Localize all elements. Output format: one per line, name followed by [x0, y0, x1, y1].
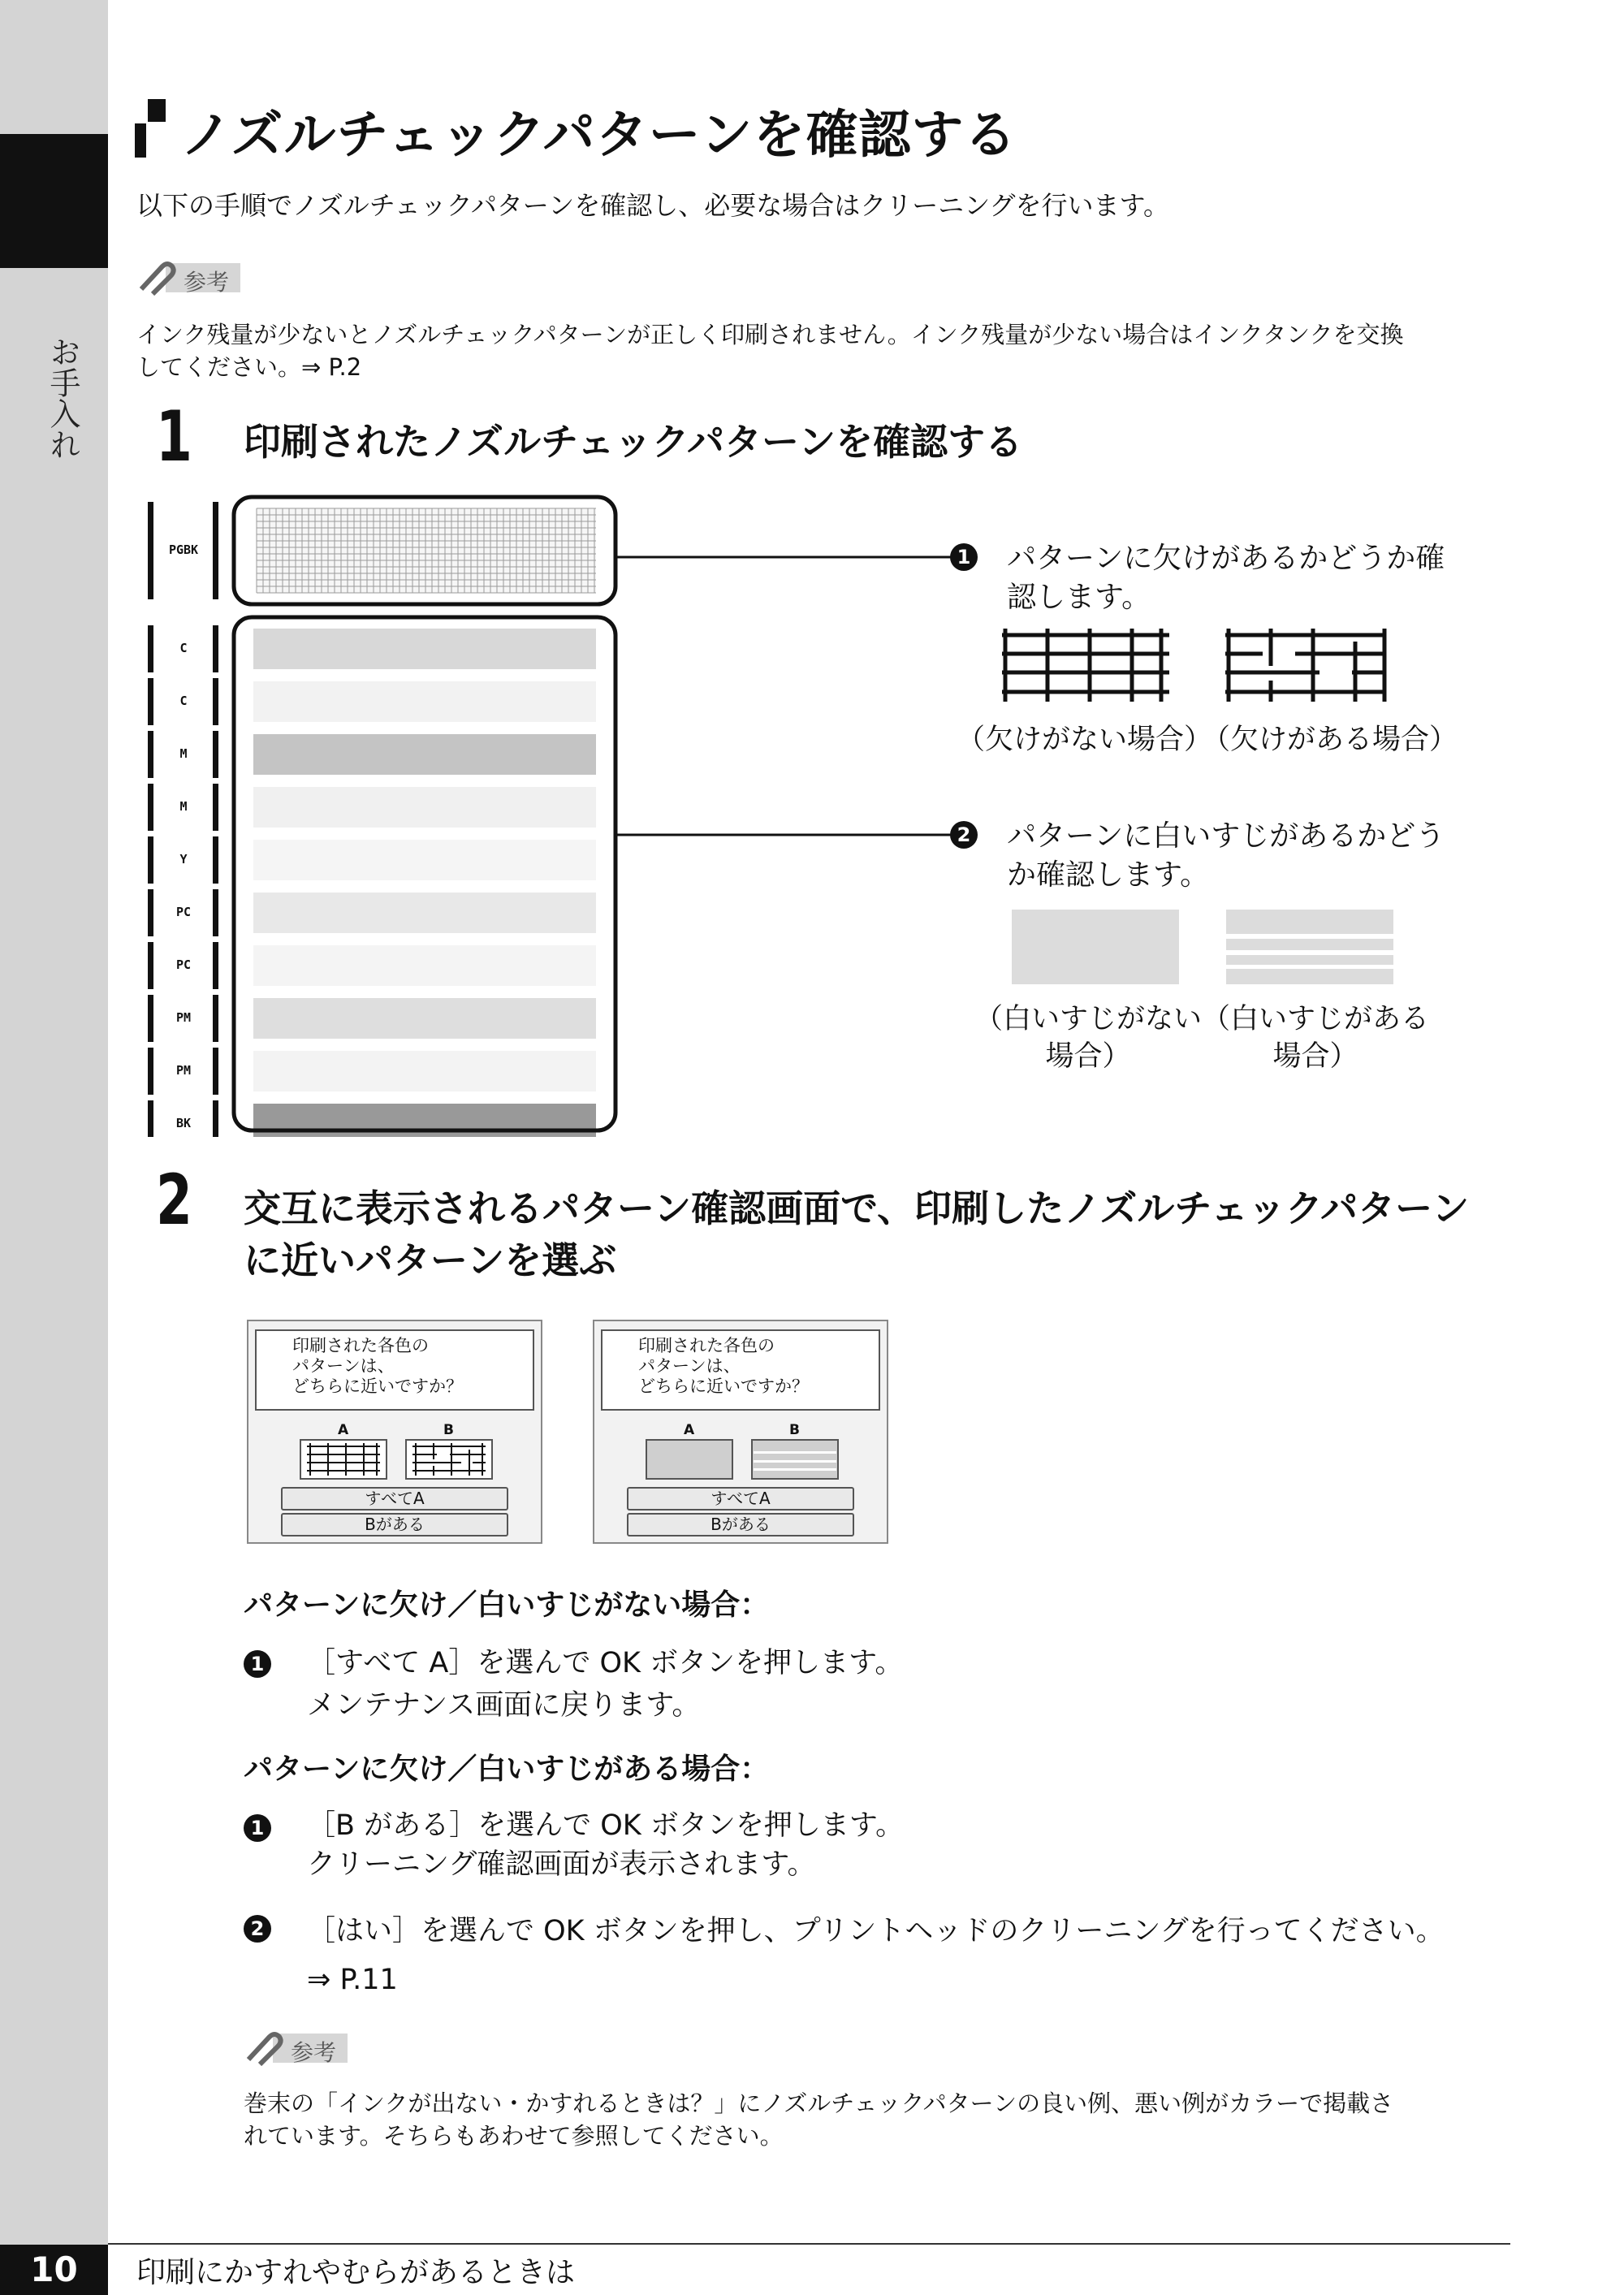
lcd-message-line: どちらに近いですか？: [292, 1377, 463, 1396]
lcd-message-line: パターンは、: [292, 1356, 395, 1376]
callout-line: か確認します。: [1007, 858, 1210, 892]
callout-number: 2: [950, 821, 978, 849]
lcd-button-all-a[interactable]: すべてA: [627, 1487, 854, 1511]
lane-bar-right: [213, 502, 218, 599]
pgbk-grid: [257, 508, 596, 593]
lane-label: C: [179, 694, 188, 708]
lane-bar-left: [148, 625, 153, 672]
lane-label: C: [179, 641, 188, 655]
lane-bar-left: [148, 784, 153, 831]
item-line: ［B がある］を選んで OK ボタンを押します。: [307, 1809, 905, 1842]
item-line: ⇒ P.11: [307, 1964, 398, 1996]
lane-bar-right: [213, 678, 218, 725]
lcd-label-b: B: [789, 1422, 800, 1438]
lane-label: M: [179, 799, 188, 814]
lane-bar-right: [213, 889, 218, 936]
caption-line: （白いすじがない: [974, 1003, 1202, 1035]
lcd-screen-grid: [247, 1320, 542, 1544]
item-line: クリーニング確認画面が表示されます。: [307, 1848, 816, 1881]
intro-text: 以下の手順でノズルチェックパターンを確認し、必要な場合はクリーニングを行います。: [136, 190, 1170, 221]
lcd-message-line: 印刷された各色の: [638, 1336, 775, 1355]
page-title: ノズルチェックパターンを確認する: [180, 106, 1017, 166]
note-text: [244, 2087, 1393, 2152]
step-title-line: に近いパターンを選ぶ: [244, 1238, 617, 1282]
lane-bar-right: [213, 1048, 218, 1095]
lane-bar-right: [213, 836, 218, 884]
lane-label: PC: [175, 957, 192, 972]
case-heading: パターンに欠け／白いすじがある場合：: [244, 1753, 770, 1786]
lcd-message-line: 印刷された各色の: [292, 1336, 429, 1355]
lcd-grid-examples-icon: [299, 1438, 494, 1480]
lane-label: Y: [179, 852, 188, 867]
band-ng-example: [1226, 910, 1393, 984]
callout-line: パターンに欠けがあるかどうか確: [1007, 542, 1445, 575]
lane-bar-left: [148, 1100, 153, 1137]
item-number: 1: [244, 1814, 271, 1842]
lane-label: PM: [175, 1010, 192, 1025]
callout-line: 認します。: [1007, 581, 1151, 614]
note-text: [136, 318, 1404, 383]
color-band: [253, 998, 596, 1039]
color-band: [253, 787, 596, 828]
lcd-label-a: A: [338, 1422, 349, 1438]
lcd-band-examples-icon: [645, 1438, 840, 1480]
lcd-message-line: パターンは、: [638, 1356, 741, 1376]
band-ok-example: [1012, 910, 1179, 984]
lane-bar-left: [148, 731, 153, 778]
step-title: 印刷されたノズルチェックパターンを確認する: [244, 420, 1023, 464]
callout-line: パターンに白いすじがあるかどう: [1007, 819, 1445, 853]
note-line: インク残量が少ないとノズルチェックパターンが正しく印刷されません。インク残量が少ない場合はインクタンクを交換: [136, 321, 1404, 348]
section-label: お手入れ: [45, 336, 80, 460]
lane-bar-left: [148, 502, 153, 599]
item-text: [307, 1806, 904, 1884]
caption-grid-ok: （欠けがない場合）: [957, 724, 1213, 756]
callout-text: [1007, 817, 1445, 895]
color-band: [253, 945, 596, 986]
lane-label: PM: [175, 1063, 192, 1078]
color-band: [253, 734, 596, 775]
nozzle-check-pattern: [138, 487, 633, 1137]
lane-bar-left: [148, 836, 153, 884]
note-badge-label: 参考: [184, 269, 230, 296]
caption-line: 場合）: [1272, 1040, 1358, 1073]
grid-ng-example: [1222, 625, 1401, 707]
color-band: [253, 629, 596, 669]
lane-label: PC: [175, 905, 192, 919]
item-line: ［はい］を選んで OK ボタンを押し、プリントヘッドのクリーニングを行ってください。: [307, 1915, 1445, 1947]
lane-bar-right: [213, 1100, 218, 1137]
note-line: 巻末の「インクが出ない・かすれるときは？」にノズルチェックパターンの良い例、悪い例がカラーで掲載さ: [244, 2090, 1394, 2117]
lcd-screen-bands: [593, 1320, 888, 1544]
footer-title: 印刷にかすれやむらがあるときは: [136, 2256, 576, 2289]
item-line: ［すべて A］を選んで OK ボタンを押します。: [307, 1647, 904, 1679]
lane-bar-right: [213, 942, 218, 989]
item-text: [307, 1907, 1445, 2004]
color-band: [253, 892, 596, 933]
lcd-button-b-has[interactable]: Bがある: [627, 1513, 854, 1536]
caption-line: 場合）: [1045, 1040, 1131, 1073]
lcd-message: [601, 1329, 880, 1411]
lane-label: PGBK: [168, 542, 199, 557]
lcd-message-line: どちらに近いですか？: [638, 1377, 809, 1396]
section-tab: [0, 134, 108, 268]
lane-bar-left: [148, 942, 153, 989]
lane-label: M: [179, 746, 188, 761]
lcd-button-b-has[interactable]: Bがある: [281, 1513, 508, 1536]
step-number: 2: [156, 1160, 192, 1241]
case-heading: パターンに欠け／白いすじがない場合：: [244, 1588, 770, 1622]
color-band: [253, 1051, 596, 1091]
lane-bar-right: [213, 625, 218, 672]
grid-ok-example: [999, 625, 1177, 707]
lane-bar-right: [213, 995, 218, 1042]
item-line: メンテナンス画面に戻ります。: [307, 1689, 701, 1722]
title-marker-icon: [135, 99, 167, 158]
lane-bar-right: [213, 731, 218, 778]
note-line: してください。⇒ P.2: [136, 353, 362, 381]
lcd-label-b: B: [443, 1422, 454, 1438]
item-text: [307, 1642, 903, 1727]
lane-bar-left: [148, 995, 153, 1042]
step-title: [244, 1182, 1469, 1286]
lcd-button-all-a[interactable]: すべてA: [281, 1487, 508, 1511]
color-band: [253, 681, 596, 722]
lcd-label-a: A: [684, 1422, 695, 1438]
lane-bar-left: [148, 678, 153, 725]
lane-bar-left: [148, 889, 153, 936]
note-badge-label: 参考: [291, 2039, 337, 2066]
step-number: 1: [156, 396, 192, 478]
lcd-message: [255, 1329, 534, 1411]
lane-bar-left: [148, 1048, 153, 1095]
caption-line: （白いすじがある: [1201, 1003, 1429, 1035]
lane-label: BK: [175, 1116, 192, 1130]
callout-text: [1007, 539, 1445, 617]
step-title-line: 交互に表示されるパターン確認画面で、印刷したノズルチェックパターン: [244, 1186, 1470, 1230]
caption-band-ng: [1194, 1001, 1437, 1075]
item-number: 1: [244, 1650, 271, 1678]
color-band: [253, 840, 596, 880]
page-number: 10: [0, 2245, 108, 2295]
item-number: 2: [244, 1915, 271, 1943]
lane-bar-right: [213, 784, 218, 831]
callout-number: 1: [950, 543, 978, 571]
caption-band-ok: [966, 1001, 1210, 1075]
footer-rule: [108, 2243, 1510, 2245]
callout-lines: [617, 536, 991, 861]
caption-grid-ng: （欠けがある場合）: [1202, 724, 1458, 756]
note-line: れています。そちらもあわせて参照してください。: [244, 2122, 784, 2150]
